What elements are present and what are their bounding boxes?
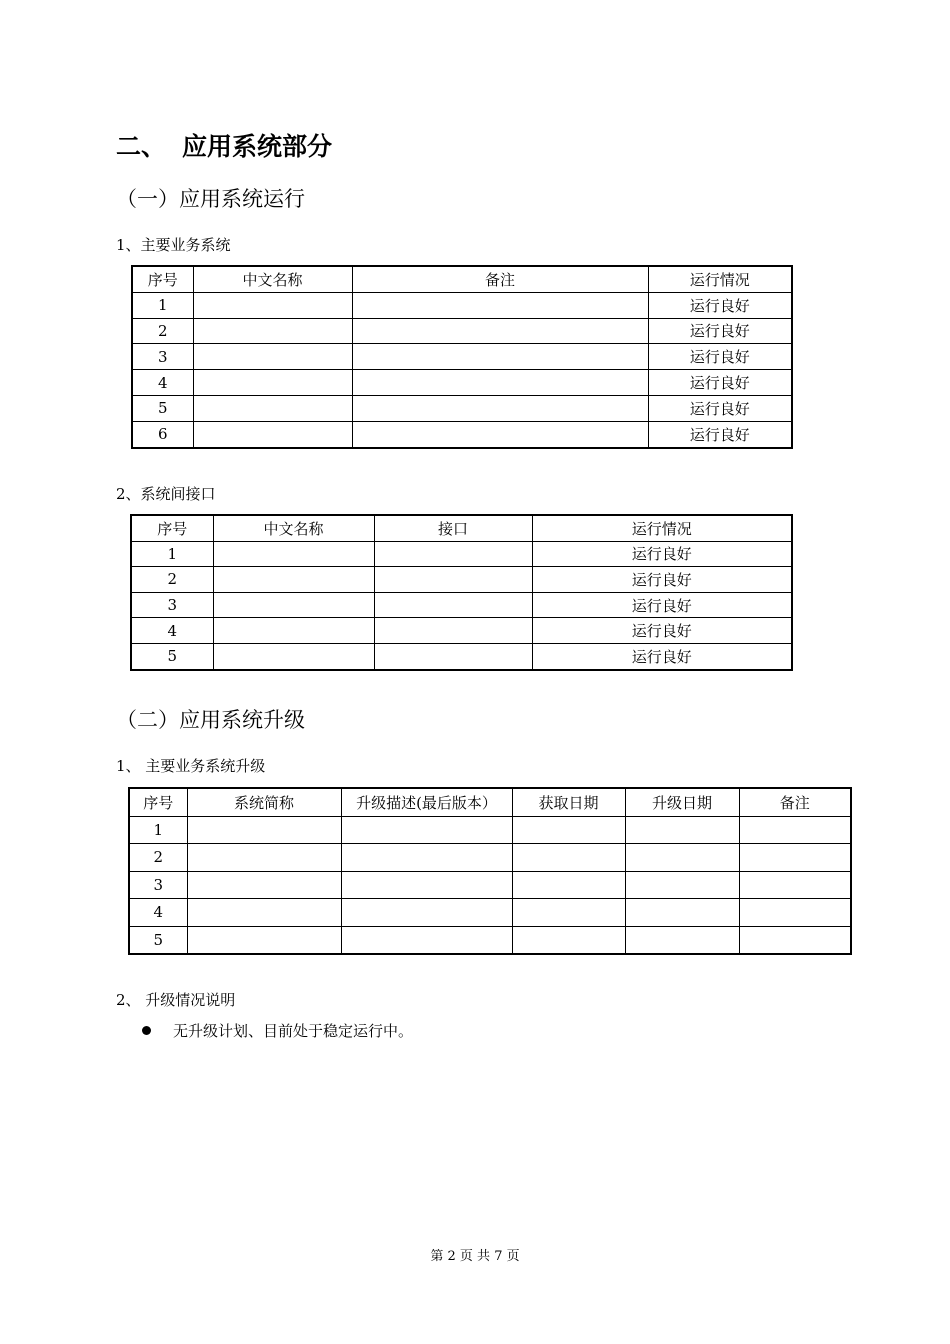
table-cell: 1 <box>132 292 193 318</box>
table-row <box>129 926 851 954</box>
table-cell <box>352 395 648 421</box>
header-row <box>132 266 792 292</box>
column-header: 备注 <box>739 788 851 816</box>
table-cell: 5 <box>129 926 187 954</box>
column-header: 接口 <box>374 515 532 541</box>
table-cell <box>187 844 341 872</box>
table-cell: 运行良好 <box>648 395 792 421</box>
table-cell <box>193 292 352 318</box>
table-cell <box>352 370 648 396</box>
table-cell <box>374 567 532 593</box>
table-cell: 运行良好 <box>532 618 792 644</box>
table-cell: 5 <box>131 643 213 669</box>
table-body <box>129 816 851 954</box>
table-cell: 2 <box>129 844 187 872</box>
table-cell <box>341 816 512 844</box>
table-body <box>132 292 792 447</box>
section-title: 应用系统部分 <box>182 132 333 161</box>
table-row <box>131 541 792 567</box>
table-head <box>129 788 851 816</box>
table-cell <box>193 395 352 421</box>
table-cell <box>512 871 625 899</box>
table-cell: 运行良好 <box>532 643 792 669</box>
table-head <box>131 515 792 541</box>
section-number: 二、 <box>116 132 167 161</box>
table-row <box>132 421 792 447</box>
column-header: 运行情况 <box>532 515 792 541</box>
column-header: 中文名称 <box>213 515 374 541</box>
table-cell: 运行良好 <box>648 292 792 318</box>
part1-title: （一）应用系统运行 <box>116 187 305 211</box>
table-row <box>129 816 851 844</box>
column-header: 中文名称 <box>193 266 352 292</box>
table-cell <box>213 592 374 618</box>
table-cell <box>374 618 532 644</box>
table-cell: 3 <box>132 344 193 370</box>
table-cell: 4 <box>131 618 213 644</box>
table-cell <box>512 844 625 872</box>
table-row <box>131 643 792 669</box>
column-header: 升级日期 <box>625 788 739 816</box>
part2-title: （二）应用系统升级 <box>116 708 305 732</box>
table-cell: 运行良好 <box>532 541 792 567</box>
notes-caption: 2、 升级情况说明 <box>116 991 236 1009</box>
column-header: 获取日期 <box>512 788 625 816</box>
bullet-text: 无升级计划、目前处于稳定运行中。 <box>173 1022 414 1040</box>
table-cell <box>341 871 512 899</box>
column-header: 序号 <box>129 788 187 816</box>
table-row <box>131 618 792 644</box>
table-cell: 6 <box>132 421 193 447</box>
table-cell <box>739 899 851 927</box>
table-cell <box>739 926 851 954</box>
table-cell <box>187 871 341 899</box>
table-row <box>132 318 792 344</box>
column-header: 升级描述(最后版本） <box>341 788 512 816</box>
table-cell: 5 <box>132 395 193 421</box>
table-cell <box>193 344 352 370</box>
table-cell: 运行良好 <box>648 318 792 344</box>
table-cell <box>213 618 374 644</box>
table-cell <box>193 370 352 396</box>
table-cell <box>341 899 512 927</box>
header-row <box>129 788 851 816</box>
table-cell: 3 <box>129 871 187 899</box>
table-cell <box>512 926 625 954</box>
table-cell <box>352 421 648 447</box>
table-cell <box>625 899 739 927</box>
table-cell <box>187 899 341 927</box>
table-cell <box>374 643 532 669</box>
column-header: 序号 <box>132 266 193 292</box>
column-header: 系统简称 <box>187 788 341 816</box>
table-row <box>131 567 792 593</box>
table-row <box>131 592 792 618</box>
table-cell <box>374 592 532 618</box>
table-cell: 3 <box>131 592 213 618</box>
table-cell <box>739 871 851 899</box>
table-cell: 运行良好 <box>648 421 792 447</box>
table-cell <box>739 816 851 844</box>
bullet-dot-icon <box>142 1026 151 1035</box>
table-cell <box>341 844 512 872</box>
table-row <box>129 871 851 899</box>
section-heading <box>116 130 332 164</box>
table-cell <box>512 816 625 844</box>
table-head <box>132 266 792 292</box>
table-row <box>132 344 792 370</box>
table-cell <box>352 292 648 318</box>
table-cell <box>352 344 648 370</box>
table-cell: 运行良好 <box>532 567 792 593</box>
table-cell <box>625 816 739 844</box>
table-cell <box>193 318 352 344</box>
table-cell <box>213 541 374 567</box>
table-cell <box>374 541 532 567</box>
table-cell: 运行良好 <box>648 344 792 370</box>
page-footer: 第 2 页 共 7 页 <box>430 1249 520 1264</box>
table-cell: 1 <box>129 816 187 844</box>
table-cell <box>187 816 341 844</box>
interfaces-table <box>130 514 793 671</box>
table-cell <box>625 871 739 899</box>
table-cell: 运行良好 <box>648 370 792 396</box>
table3-caption: 1、 主要业务系统升级 <box>116 757 266 775</box>
table-cell: 4 <box>129 899 187 927</box>
table-row <box>132 370 792 396</box>
column-header: 运行情况 <box>648 266 792 292</box>
table-cell: 2 <box>131 567 213 593</box>
table-cell <box>352 318 648 344</box>
table-cell <box>187 926 341 954</box>
table-cell <box>625 926 739 954</box>
column-header: 序号 <box>131 515 213 541</box>
bullet-item <box>142 1021 413 1041</box>
table-cell: 运行良好 <box>532 592 792 618</box>
header-row <box>131 515 792 541</box>
table-cell <box>193 421 352 447</box>
table-row <box>132 292 792 318</box>
table-cell: 4 <box>132 370 193 396</box>
table-cell: 2 <box>132 318 193 344</box>
table-cell <box>625 844 739 872</box>
table2-caption: 2、系统间接口 <box>116 485 216 503</box>
table-body <box>131 541 792 669</box>
table-cell <box>341 926 512 954</box>
table-row <box>129 844 851 872</box>
table-cell <box>213 567 374 593</box>
main-systems-table <box>131 265 793 449</box>
table-cell <box>512 899 625 927</box>
table-row <box>129 899 851 927</box>
table-cell: 1 <box>131 541 213 567</box>
table-cell <box>213 643 374 669</box>
upgrade-table <box>128 787 852 955</box>
table-row <box>132 395 792 421</box>
column-header: 备注 <box>352 266 648 292</box>
table-cell <box>739 844 851 872</box>
table1-caption: 1、主要业务系统 <box>116 236 231 254</box>
